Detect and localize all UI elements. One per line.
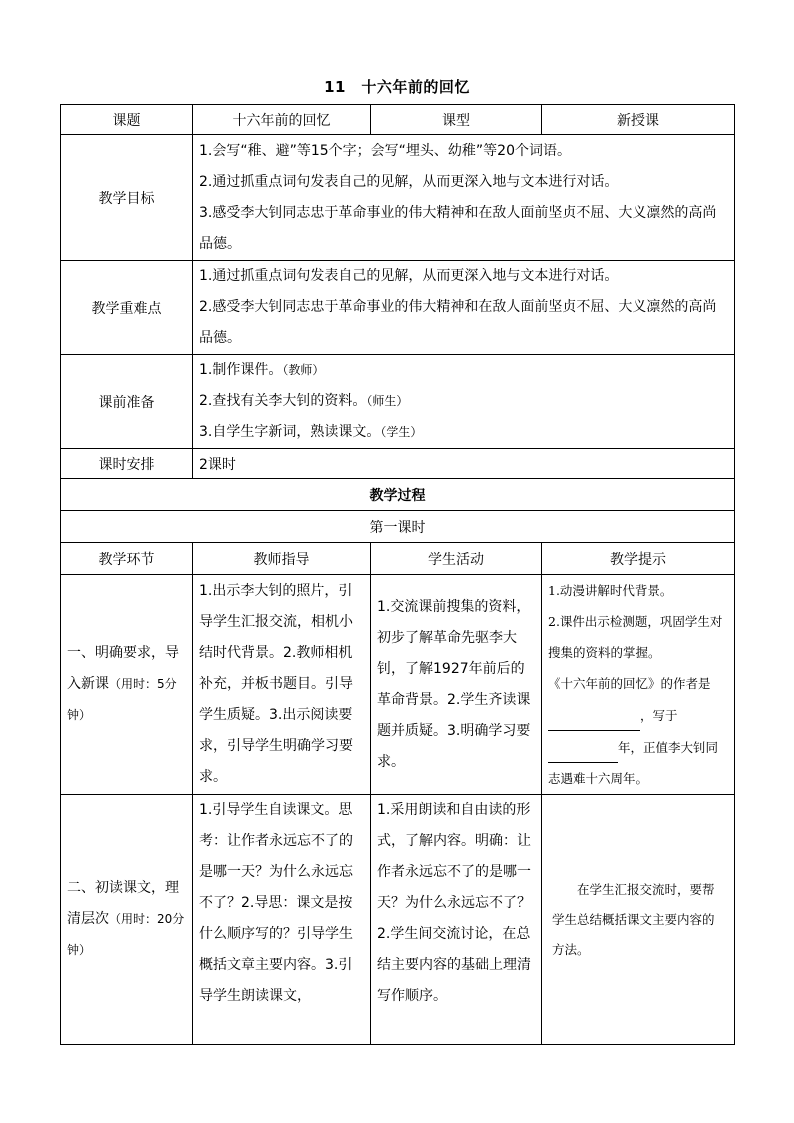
key-points-content bbox=[193, 261, 735, 355]
preparation-note: （教师） bbox=[282, 363, 325, 377]
student-activity: 1.采用朗读和自由读的形式，了解内容。明确：让作者永远忘不了的是哪一天？为什么永远忘不了？2.学生间交流讨论，在总结主要内容的基础上理清写作顺序。 bbox=[371, 795, 542, 1045]
column-header-row bbox=[61, 543, 735, 575]
type-value: 新授课 bbox=[542, 105, 735, 135]
process-title-row bbox=[61, 479, 735, 511]
objectives-label: 教学目标 bbox=[61, 135, 193, 261]
schedule-row bbox=[61, 449, 735, 479]
stage-time: （用时：20分钟） bbox=[67, 912, 185, 957]
stage-name-cell bbox=[61, 575, 193, 795]
topic-label: 课题 bbox=[61, 105, 193, 135]
tip-line bbox=[548, 668, 728, 731]
stage-row bbox=[61, 575, 735, 795]
process-title: 教学过程 bbox=[61, 479, 735, 511]
schedule-label: 课时安排 bbox=[61, 449, 193, 479]
preparation-item bbox=[199, 355, 728, 386]
key-points-label: 教学重难点 bbox=[61, 261, 193, 355]
preparation-text: 3.自学生字新词，熟读课文。 bbox=[199, 424, 381, 440]
answer-blank[interactable] bbox=[548, 699, 640, 731]
key-point-item: 1.通过抓重点词句发表自己的见解，从而更深入地与文本进行对话。 bbox=[199, 268, 619, 284]
key-points-row bbox=[61, 261, 735, 355]
lesson-title: 第一课时 bbox=[61, 511, 735, 543]
key-point-item: 2.感受李大钊同志忠于革命事业的伟大精神和在敌人面前坚贞不屈、大义凛然的高尚品德。 bbox=[199, 299, 717, 346]
schedule-value: 2课时 bbox=[193, 449, 735, 479]
column-header-teacher: 教师指导 bbox=[193, 543, 371, 575]
topic-value: 十六年前的回忆 bbox=[193, 105, 371, 135]
column-header-stage: 教学环节 bbox=[61, 543, 193, 575]
preparation-item bbox=[199, 386, 728, 417]
preparation-text: 2.查找有关李大钊的资料。 bbox=[199, 393, 367, 409]
page-title: 11 十六年前的回忆 bbox=[324, 78, 470, 96]
type-label: 课型 bbox=[371, 105, 542, 135]
column-header-tips: 教学提示 bbox=[542, 543, 735, 575]
answer-blank[interactable] bbox=[548, 731, 618, 763]
stage-name: 一、明确要求，导入新课 bbox=[67, 645, 179, 692]
column-header-student: 学生活动 bbox=[371, 543, 542, 575]
preparation-label: 课前准备 bbox=[61, 355, 193, 449]
preparation-note: （学生） bbox=[380, 425, 423, 439]
objective-item: 1.会写“稚、避”等15个字；会写“埋头、幼稚”等20个词语。 bbox=[199, 142, 571, 159]
tip-line: 1.动漫讲解时代背景。 bbox=[548, 583, 673, 598]
teacher-guidance: 1.出示李大钊的照片，引导学生汇报交流，相机小结时代背景。2.教师相机补充，并板书题目。引导学生质疑。3.出示阅读要求，引导学生明确学习要求。 bbox=[193, 575, 371, 795]
objectives-content bbox=[193, 135, 735, 261]
stage-row bbox=[61, 795, 735, 1045]
stage-name: 二、初读课文，理清层次 bbox=[67, 880, 179, 927]
preparation-note: （师生） bbox=[366, 394, 409, 408]
header-row bbox=[61, 105, 735, 135]
objectives-row bbox=[61, 135, 735, 261]
tip-line: 2.课件出示检测题，巩固学生对搜集的资料的掌握。 bbox=[548, 614, 723, 660]
stage-time: （用时：5分钟） bbox=[67, 677, 177, 722]
lesson-title-row bbox=[61, 511, 735, 543]
preparation-row bbox=[61, 355, 735, 449]
tip-text: 年，正值李大钊同志遇难十六周年。 bbox=[548, 740, 719, 786]
preparation-item bbox=[199, 417, 728, 448]
tip-text: 《十六年前的回忆》的作者是 bbox=[548, 676, 711, 691]
preparation-text: 1.制作课件。 bbox=[199, 362, 283, 378]
stage-name-cell bbox=[61, 795, 193, 1045]
teaching-tips bbox=[542, 575, 735, 795]
teaching-tips: 在学生汇报交流时，要帮学生总结概括课文主要内容的方法。 bbox=[542, 795, 735, 1045]
teacher-guidance: 1.引导学生自读课文。思考：让作者永远忘不了的是哪一天？为什么永远忘不了？2.导思：课文是按什么顺序写的？引导学生概括文章主要内容。3.引导学生朗读课文， bbox=[193, 795, 371, 1045]
objective-item: 3.感受李大钊同志忠于革命事业的伟大精神和在敌人面前坚贞不屈、大义凛然的高尚品德。 bbox=[199, 204, 717, 252]
preparation-content bbox=[193, 355, 735, 449]
objective-item: 2.通过抓重点词句发表自己的见解，从而更深入地与文本进行对话。 bbox=[199, 173, 619, 190]
tip-text: ，写于 bbox=[640, 708, 678, 723]
lesson-plan-table bbox=[60, 104, 735, 1045]
student-activity: 1.交流课前搜集的资料，初步了解革命先驱李大钊，了解1927年前后的革命背景。2.学生齐读课题并质疑。3.明确学习要求。 bbox=[371, 575, 542, 795]
tip-line bbox=[548, 731, 728, 794]
